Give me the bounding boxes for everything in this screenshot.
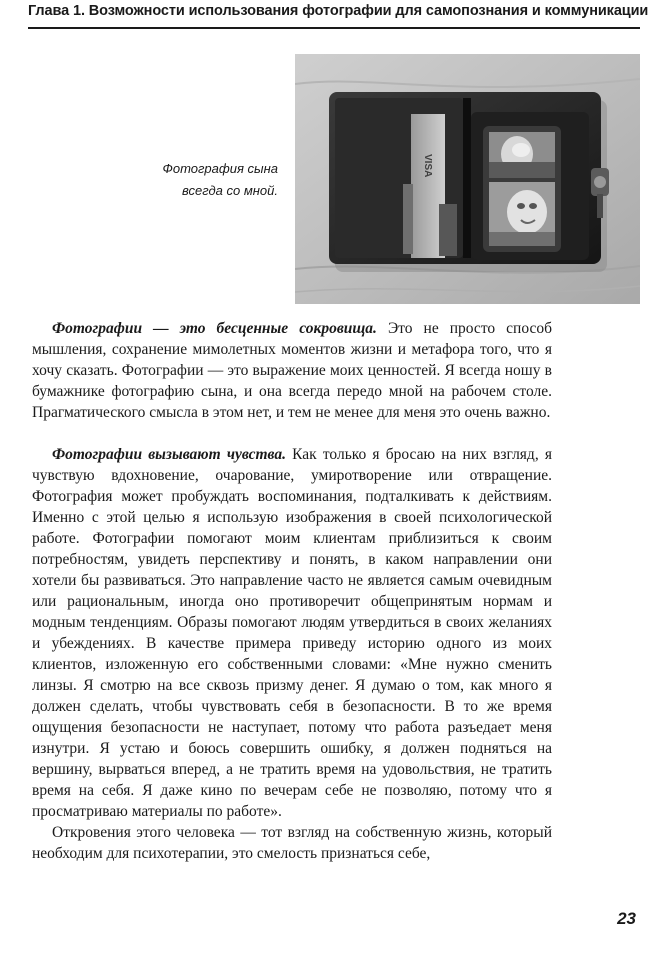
paragraph-lead: Фотографии — это бесценные сокровища.: [52, 320, 377, 337]
paragraph-1: [32, 318, 552, 423]
page-number: 23: [617, 909, 636, 928]
paragraph-lead: Фотографии вызывают чувства.: [52, 446, 286, 463]
paragraph-body: Откровения этого человека — тот взгляд на собственную жизнь, который необходим для психотерапии, это смелость признаться себе,: [32, 824, 552, 862]
paragraph-body: Как только я бросаю на них взгляд, я чувствую вдохновение, очарование, умиротворение или отвращение. Фотография может пробуждать воспоминания, подталкивать к действиям. Именно с этой целью я использую изображения в своей психологической работе. Фотографии помогают моим клиентам приблизиться к своим потребностям, увидеть перспективу и понять, в каком направлении они хотели бы развиваться. Это направление часто не является самым очевидным или рациональным, иногда оно противоречит общепринятым нормам и модным тенденциям. Образы помогают людям утвердиться в своих желаниях и убеждениях. В качестве примера приведу историю одного из моих клиентов, изложенную его собственными словами: «Мне нужно сменить линзы. Я смотрю на все сквозь призму денег. Я думаю о том, как много я должен сделать, чтобы чувствовать себя в безопасности. В то же время ощущения безопасности не наступает, потому что работа разъедает меня изнутри. Я устаю и боюсь совершить ошибку, я должен подняться на вершину, вырваться вперед, а не тратить время на удовольствия, не тратить время на себя. Я даже кино по вечерам себе не позволяю, потому что я просматриваю материалы по работе».: [32, 446, 552, 820]
visa-text: VISA: [422, 154, 433, 178]
main-text: [32, 318, 552, 864]
figure-caption: Фотография сына всегда со мной.: [162, 161, 278, 198]
paragraph-2: [32, 444, 552, 822]
header-rule: [28, 27, 640, 29]
wallet-photo: [295, 54, 640, 304]
running-header: Глава 1. Возможности использования фотографии для самопознания и коммуникации: [28, 3, 649, 19]
clasp-icon: [594, 176, 606, 188]
paragraph-3: [32, 822, 552, 864]
paragraph-body: Это не просто способ мышления, сохранение мимолетных моментов жизни и метафора того, что я хочу сказать. Фотографии — это выражение моих ценностей. Я всегда ношу в бумажнике фотографию сына, и она всегда передо мной на рабочем столе. Прагматического смысла в этом нет, и тем не менее для меня это очень важно.: [32, 320, 553, 421]
